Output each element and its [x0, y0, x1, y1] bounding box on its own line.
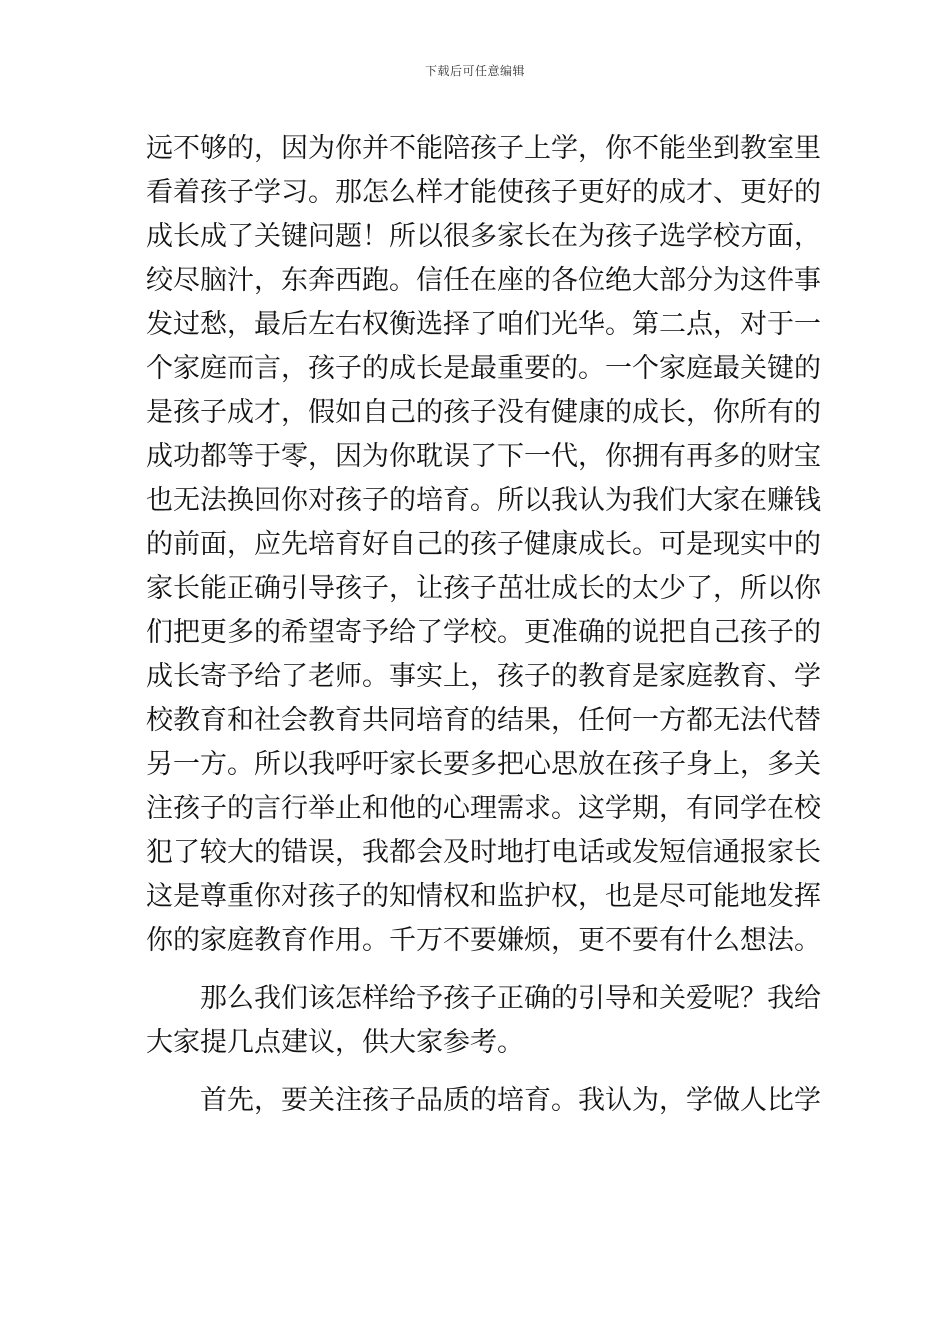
text-line: 另一方。所以我呼吁家长要多把心思放在孩子身上，多关 — [146, 749, 821, 780]
text-line: 们把更多的希望寄予给了学校。更准确的说把自己孩子的 — [146, 617, 821, 648]
text-line: 家长能正确引导孩子，让孩子茁壮成长的太少了，所以你 — [146, 573, 821, 604]
text-line: 远不够的，因为你并不能陪孩子上学，你不能坐到教室里 — [146, 133, 821, 164]
text-line: 这是尊重你对孩子的知情权和监护权，也是尽可能地发挥 — [146, 881, 821, 912]
text-line: 发过愁，最后左右权衡选择了咱们光华。第二点，对于一 — [146, 309, 821, 340]
text-line: 绞尽脑汁，东奔西跑。信任在座的各位绝大部分为这件事 — [146, 265, 821, 296]
text-line: 犯了较大的错误，我都会及时地打电话或发短信通报家长 — [146, 837, 821, 868]
page-header: 下载后可任意编辑 — [424, 64, 525, 78]
text-line: 是孩子成才，假如自己的孩子没有健康的成长，你所有的 — [146, 397, 821, 428]
text-line: 看着孩子学习。那怎么样才能使孩子更好的成才、更好的 — [146, 177, 821, 208]
paragraph-1 — [146, 127, 821, 963]
text-line: 首先，要关注孩子品质的培育。我认为，学做人比学 — [200, 1085, 821, 1116]
text-line: 的前面，应先培育好自己的孩子健康成长。可是现实中的 — [146, 529, 821, 560]
text-line: 成长成了关键问题！所以很多家长在为孩子选学校方面， — [146, 221, 821, 252]
paragraph-2 — [146, 977, 821, 1065]
text-line: 成长寄予给了老师。事实上，孩子的教育是家庭教育、学 — [146, 661, 821, 692]
text-line: 个家庭而言，孩子的成长是最重要的。一个家庭最关键的 — [146, 353, 821, 384]
paragraph-3 — [146, 1079, 821, 1123]
text-line: 成功都等于零，因为你耽误了下一代，你拥有再多的财宝 — [146, 441, 821, 472]
text-line: 注孩子的言行举止和他的心理需求。这学期，有同学在校 — [146, 793, 821, 824]
document-body — [146, 127, 821, 1123]
text-line: 也无法换回你对孩子的培育。所以我认为我们大家在赚钱 — [146, 485, 821, 516]
text-line: 校教育和社会教育共同培育的结果，任何一方都无法代替 — [146, 705, 821, 736]
text-line: 大家提几点建议，供大家参考。 — [146, 1027, 524, 1058]
text-line: 你的家庭教育作用。千万不要嫌烦，更不要有什么想法。 — [146, 925, 821, 956]
text-line: 那么我们该怎样给予孩子正确的引导和关爱呢？我给 — [200, 983, 821, 1014]
